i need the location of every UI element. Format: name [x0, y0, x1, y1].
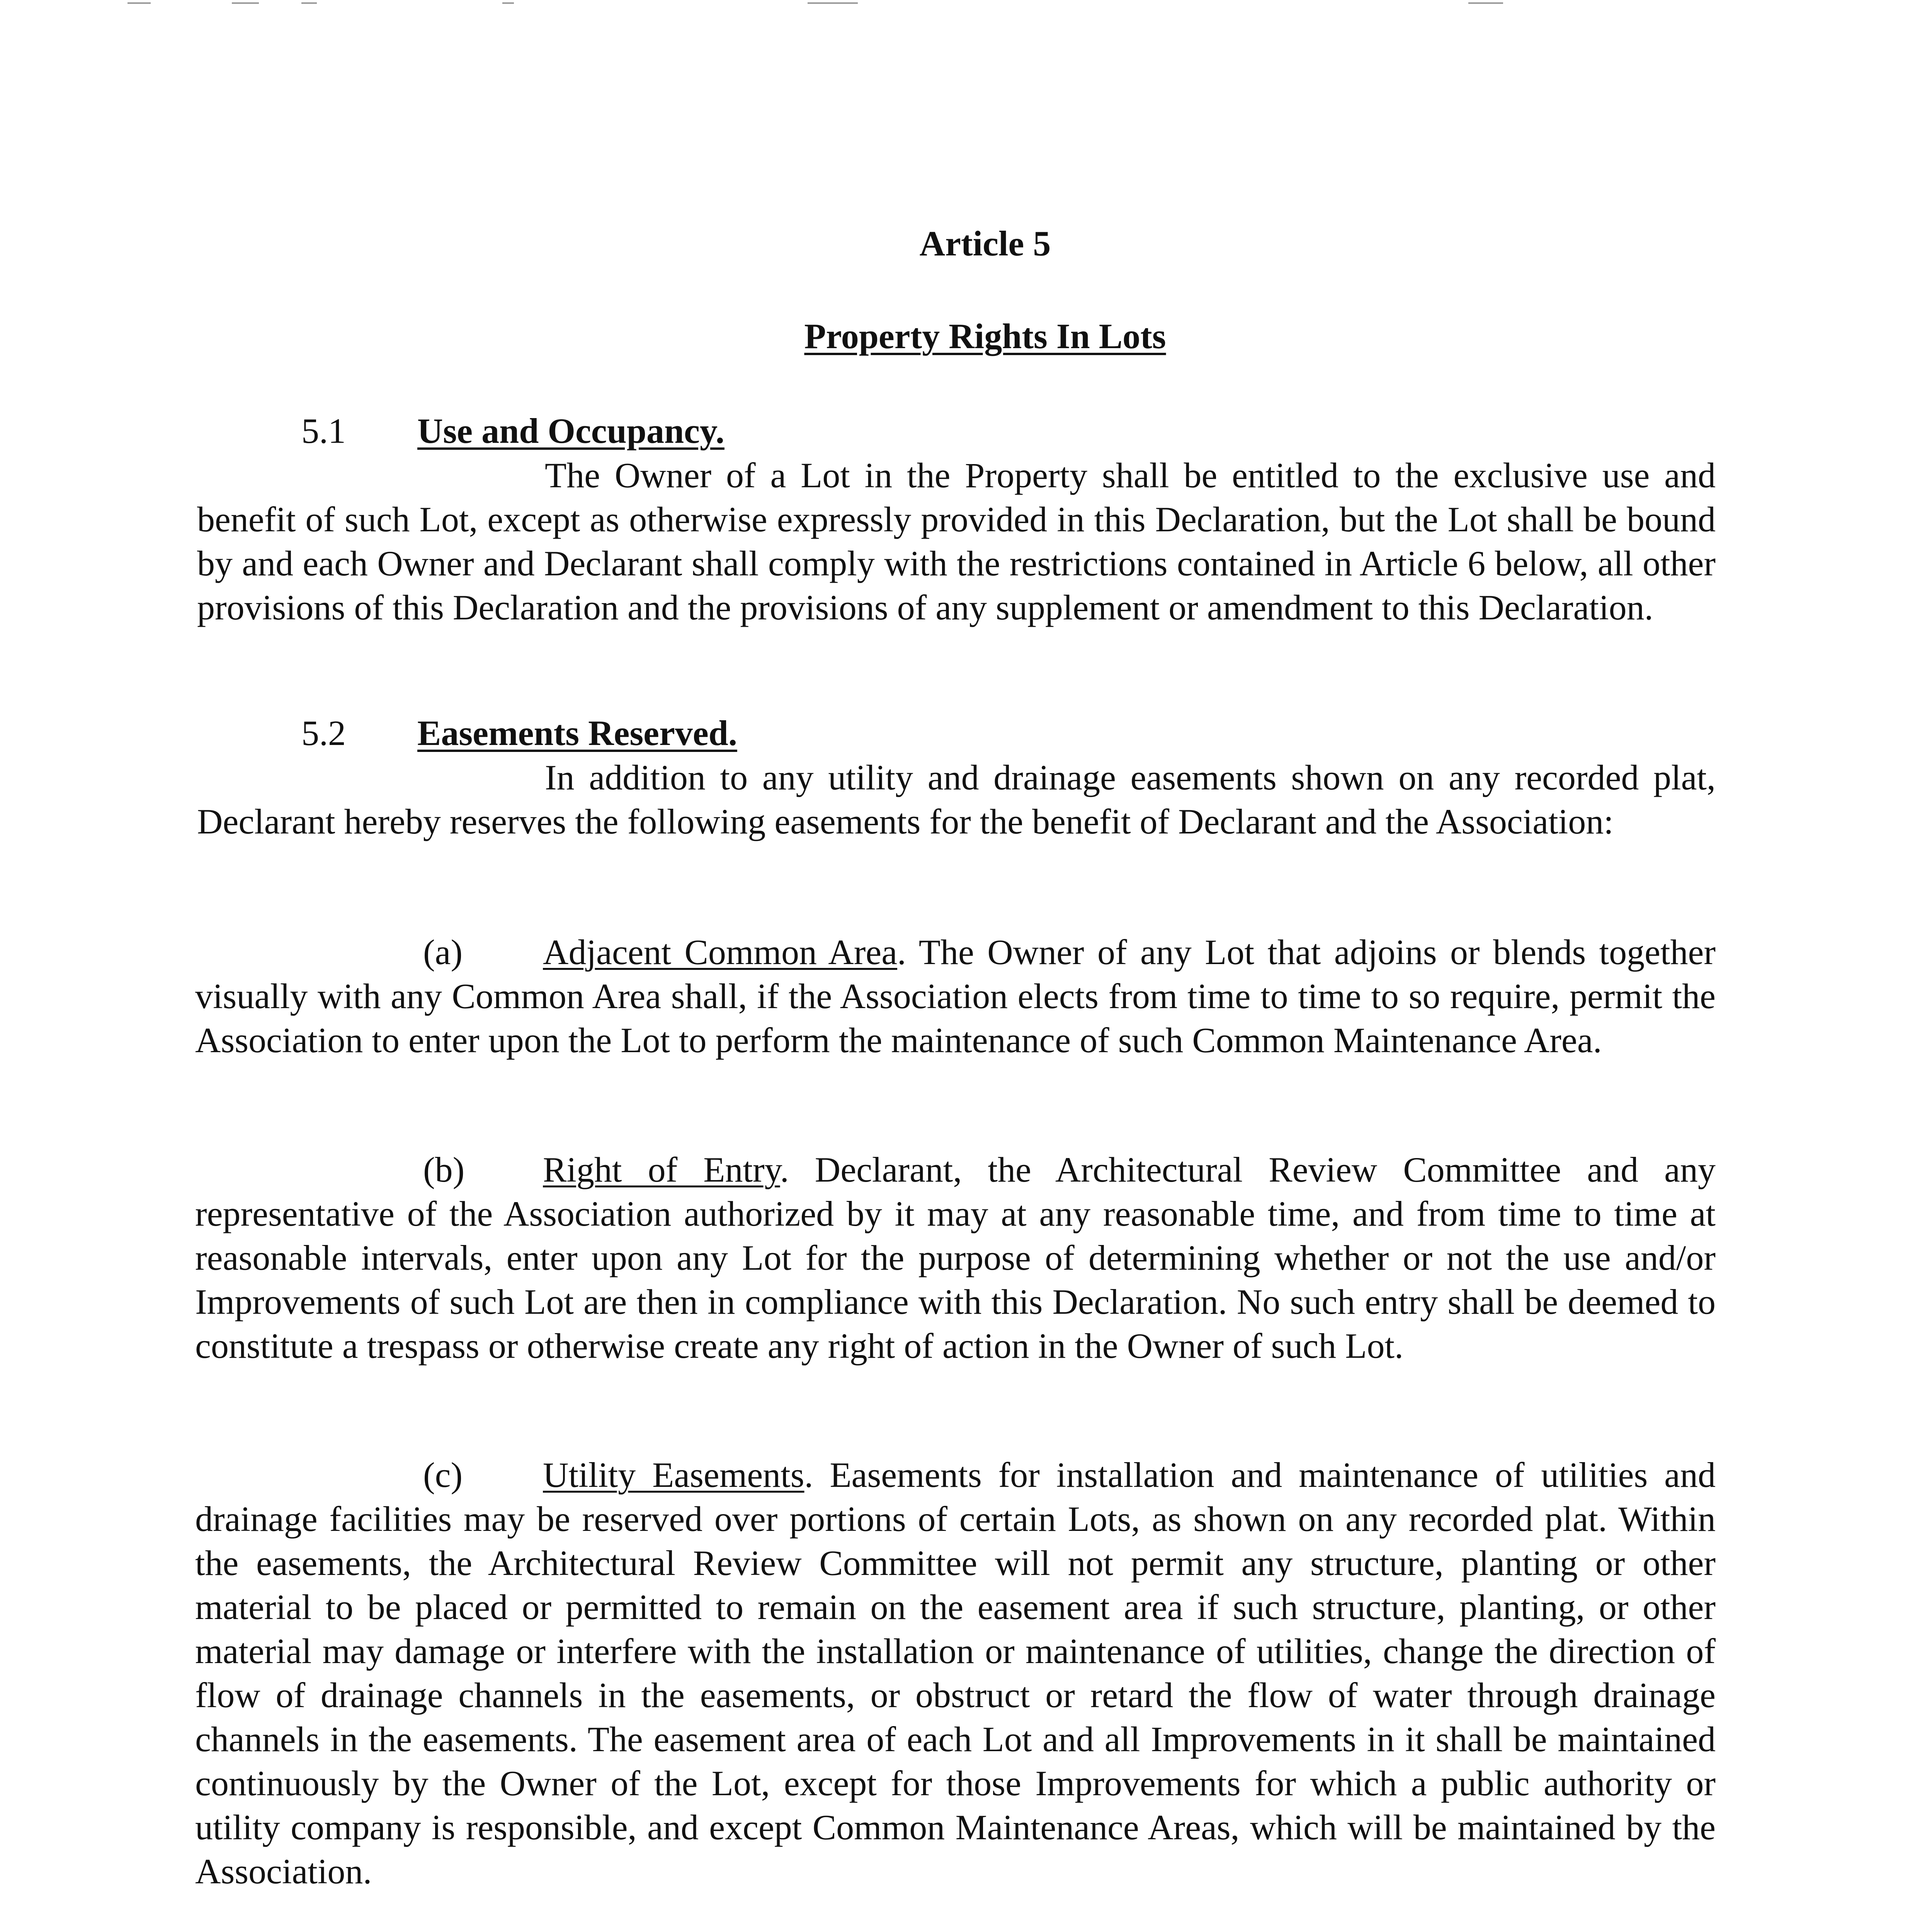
item-label: (c) — [423, 1455, 463, 1495]
item-text: . The Owner of any Lot that adjoins or blends together visually with any Common Area shall, if the Association elects from time to time to so require, permit the Association to enter upon the Lot to perform the maintenance of such Common Maintenance Area. — [195, 932, 1716, 1060]
section-number: 5.2 — [301, 713, 346, 753]
easement-item-c — [195, 1453, 1716, 1893]
item-title: Right of Entry — [543, 1150, 780, 1189]
item-label: (b) — [423, 1150, 465, 1189]
easement-item-b — [195, 1148, 1716, 1368]
section-title: Use and Occupancy. — [417, 411, 724, 451]
article-title: Article 5 — [919, 224, 1051, 263]
section-number: 5.1 — [301, 411, 346, 451]
section-body-5-2: In addition to any utility and drainage easements shown on any recorded plat, Declarant hereby reserves the following easements for the benefit of Declarant and the Association: — [197, 758, 1716, 841]
scan-artifacts — [0, 0, 1932, 12]
item-title: Utility Easements — [543, 1455, 804, 1495]
article-subtitle-text: Property Rights In Lots — [804, 316, 1166, 356]
item-title: Adjacent Common Area — [543, 932, 898, 972]
section-heading-5-1 — [301, 410, 724, 452]
article-subtitle — [0, 315, 1932, 357]
item-label: (a) — [423, 932, 463, 972]
item-text: . Easements for installation and maintenance of utilities and drainage facilities may be reserved over portions of certain Lots, as shown on any recorded plat. Within the easements, the Architectural Review Committee will not permit any structure, planting or other material to be placed or permitted to remain on the easement area if such structure, planting, or other material may damage or interfere with the installation or maintenance of utilities, change the direction of flow of drainage channels in the easements, or obstruct or retard the flow of water through drainage channels in the easements. The easement area of each Lot and all Improvements in it shall be maintained continuously by the Owner of the Lot, except for those Improvements for which a public authority or utility company is responsible, and except Common Maintenance Areas, which will be maintained by the Association. — [195, 1455, 1716, 1891]
easement-item-a — [195, 930, 1716, 1062]
section-heading-5-2 — [301, 712, 737, 754]
item-text: . Declarant, the Architectural Review Committee and any representative of the Association authorized by it may at any reasonable time, and from time to time at reasonable intervals, enter upon any Lot for the purpose of determining whether or not the use and/or Improvements of such Lot are then in compliance with this Declaration. No such entry shall be deemed to constitute a trespass or otherwise create any right of action in the Owner of such Lot. — [195, 1150, 1716, 1366]
section-title: Easements Reserved. — [417, 713, 737, 753]
section-body-5-1: The Owner of a Lot in the Property shall be entitled to the exclusive use and benefit of such Lot, except as otherwise expressly provided in this Declaration, but the Lot shall be bound by and each Owner and Declarant shall comply with the restrictions contained in Article 6 below, all other provisions of this Declaration and the provisions of any supplement or amendment to this Declaration. — [197, 456, 1716, 627]
